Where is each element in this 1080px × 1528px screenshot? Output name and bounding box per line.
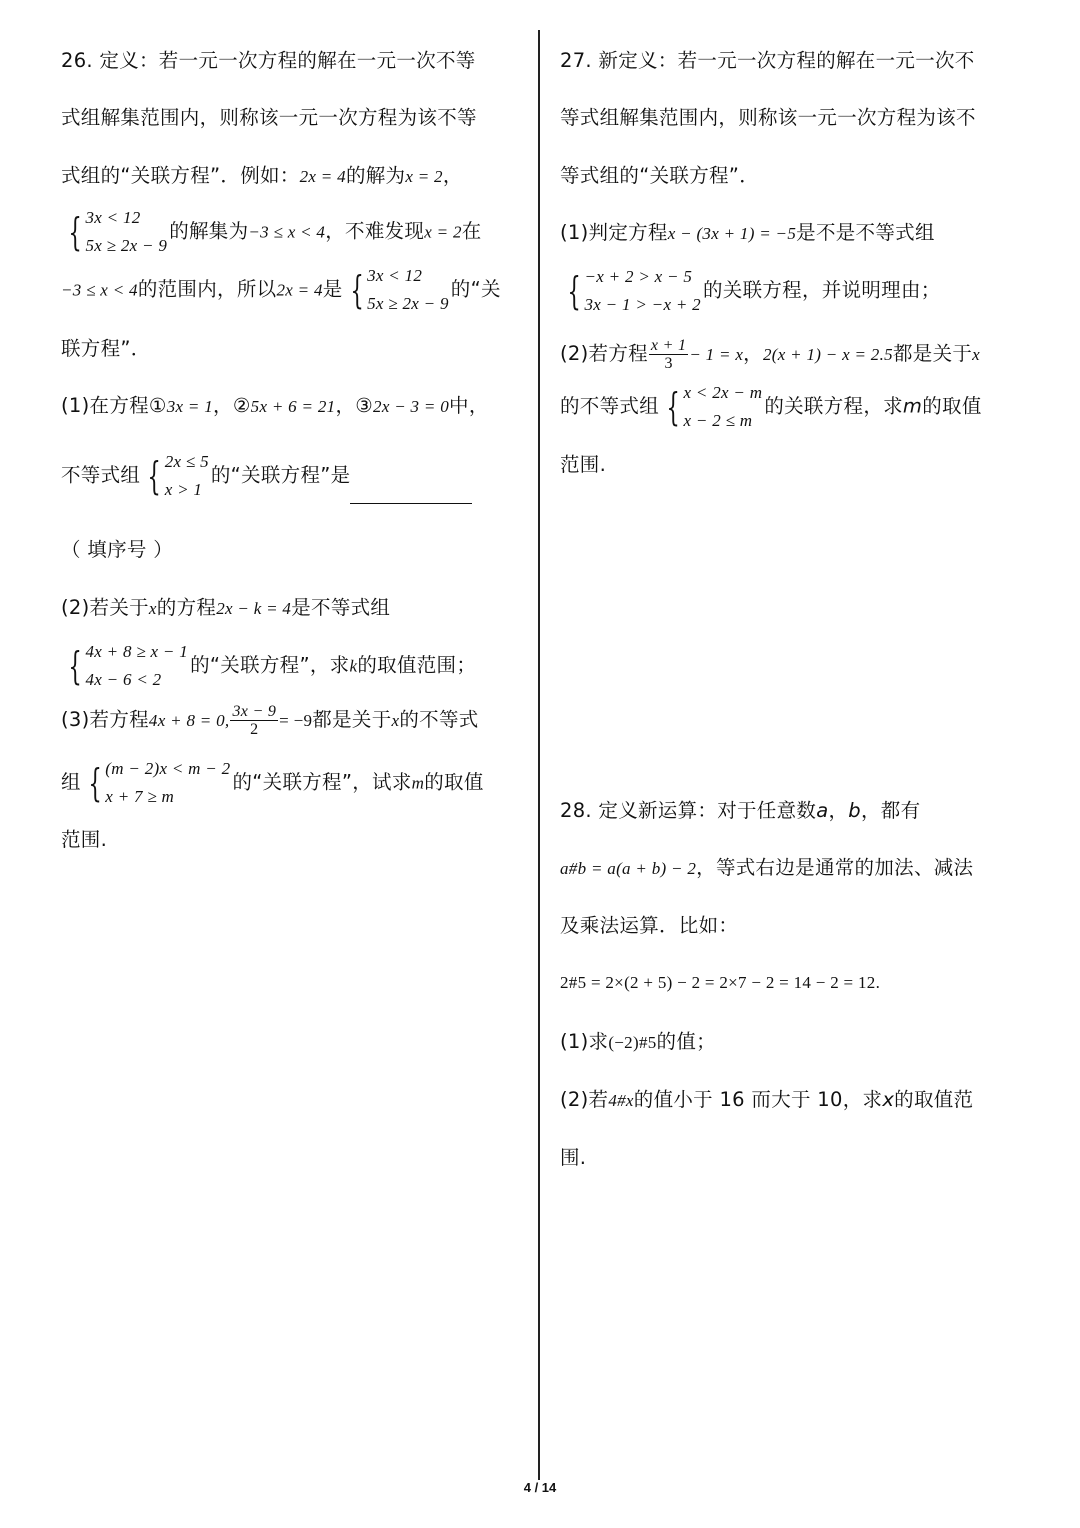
q26-line-2: 式组解集范围内，则称该一元一次方程为该不等 xyxy=(61,106,477,129)
q26-part-3: (3)若方程4x + 8 = 0, $\frac{3x - 9}{2}$ = −9都是关于x的不等式 xyxy=(61,703,479,738)
q27-part-1-cont: { −x + 2 > x − 5 3x − 1 > −x + 2 的关联方程，并说明理由； xyxy=(560,263,941,319)
q28-line-2: a#b = a(a + b) − 2，等式右边是通常的加法、减法 xyxy=(560,856,974,879)
q26-line-1: 26. 定义：若一元一次方程的解在一元一次不等 xyxy=(61,49,476,72)
part-1-inequality-system: { 2x ≤ 5 x > 1 xyxy=(147,452,209,499)
q26-part-1: (1)在方程①3x = 1，②5x + 6 = 21，③2x − 3 = 0中， xyxy=(61,394,489,417)
q26-part-2: (2)若关于x的方程2x − k = 4是不等式组 xyxy=(61,596,391,619)
answer-blank[interactable] xyxy=(350,483,472,504)
q28-part-1: (1)求(−2)#5的值； xyxy=(560,1030,716,1053)
q28-line-1: 28. 定义新运算：对于任意数a，b，都有 xyxy=(560,799,921,822)
page-number: 4 / 14 xyxy=(523,1480,557,1495)
example-inequality-system-2: { 3x < 12 5x ≥ 2x − 9 xyxy=(350,266,449,313)
q27-part-2-end: 范围. xyxy=(560,453,607,476)
part-2-inequality-system: { 4x + 8 ≥ x − 1 4x − 6 < 2 xyxy=(68,642,189,689)
q27-inequality-system-1: { −x + 2 > x − 5 3x − 1 > −x + 2 xyxy=(567,267,701,314)
q26-part-3-cont: 组 { (m − 2)x < m − 2 x + 7 ≥ m 的“关联方程”，试求m的取值 xyxy=(61,755,484,811)
q27-part-2: (2)若方程 $\frac{x + 1}{3}$ − 1 = x，2(x + 1) − x = 2.5都是关于x xyxy=(560,337,981,372)
q27-line-1: 27. 新定义：若一元一次方程的解在一元一次不 xyxy=(560,49,975,72)
q28-part-2: (2)若4#x的值小于 16 而大于 10，求x的取值范 xyxy=(560,1088,974,1111)
q26-part-3-end: 范围. xyxy=(61,828,108,851)
q26-line-3: 式组的“关联方程”．例如：2x = 4的解为x = 2， xyxy=(61,164,463,187)
q26-line-4: { 3x < 12 5x ≥ 2x − 9 的解集为−3 ≤ x < 4，不难发现x = 2在 xyxy=(61,204,482,260)
q26-part-1-cont: 不等式组 { 2x ≤ 5 x > 1 的“关联方程”是 xyxy=(61,448,472,504)
q27-inequality-system-2: { x < 2x − m x − 2 ≤ m xyxy=(666,383,763,430)
fraction: $\frac{x + 1}{3}$ xyxy=(650,337,687,372)
fraction: $\frac{3x - 9}{2}$ xyxy=(232,703,277,738)
example-inequality-system: { 3x < 12 5x ≥ 2x − 9 xyxy=(68,208,168,255)
part-3-inequality-system: { (m − 2)x < m − 2 x + 7 ≥ m xyxy=(88,759,231,806)
q28-part-2-end: 围. xyxy=(560,1146,587,1169)
column-divider xyxy=(538,30,540,1480)
q26-line-5: −3 ≤ x < 4的范围内，所以2x = 4是 { 3x < 12 5x ≥ 2x − 9 的“关 xyxy=(61,262,501,318)
q27-line-2: 等式组解集范围内，则称该一元一次方程为该不 xyxy=(560,106,976,129)
q26-line-6: 联方程”． xyxy=(61,337,151,360)
q28-line-3: 及乘法运算．比如： xyxy=(560,914,739,937)
q27-part-1: (1)判定方程x − (3x + 1) = −5是不是不等式组 xyxy=(560,221,935,244)
q26-part-2-cont: { 4x + 8 ≥ x − 1 4x − 6 < 2 的“关联方程”，求k的取值范围； xyxy=(61,638,476,694)
q26-part-1-hint: （ 填序号 ） xyxy=(61,538,173,561)
q27-part-2-cont: 的不等式组 { x < 2x − m x − 2 ≤ m 的关联方程，求m的取值 xyxy=(560,379,982,435)
q28-line-4: 2#5 = 2×(2 + 5) − 2 = 2×7 − 2 = 14 − 2 = 12. xyxy=(560,973,881,992)
q27-line-3: 等式组的“关联方程”． xyxy=(560,164,760,187)
